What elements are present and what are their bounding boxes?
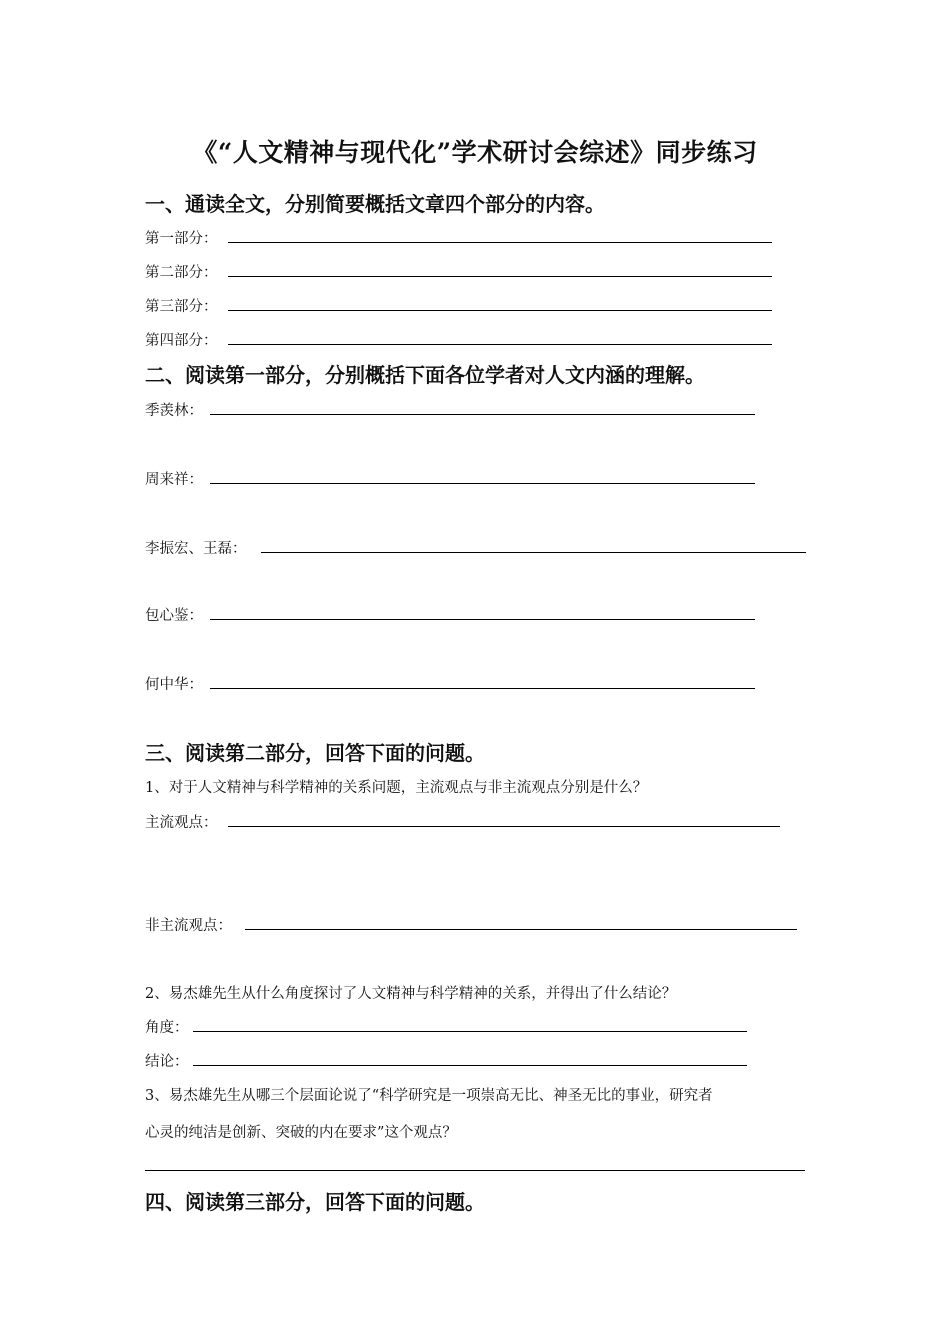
section-2-label-ji-xianlin: 季羡林：	[145, 403, 203, 419]
section-2-label-zhou-laixiang: 周来祥：	[145, 472, 203, 488]
answer-line-nonmain-view[interactable]	[245, 929, 797, 930]
section-3-heading: 三、阅读第二部分，回答下面的问题。	[145, 741, 485, 765]
section-3-question-3-line-1: 3、易杰雄先生从哪三个层面论说了“科学研究是一项崇高无比、神圣无比的事业，研究者	[145, 1088, 713, 1104]
section-3-label-main-view: 主流观点：	[145, 815, 218, 831]
section-3-label-conclusion: 结论：	[145, 1054, 189, 1070]
answer-line-conclusion[interactable]	[193, 1065, 747, 1066]
section-1-label-part2: 第二部分：	[145, 265, 218, 281]
section-4-heading: 四、阅读第三部分，回答下面的问题。	[145, 1190, 485, 1214]
answer-line-question-3[interactable]	[145, 1170, 805, 1171]
answer-line-zhou-laixiang[interactable]	[210, 483, 755, 484]
answer-line-main-view[interactable]	[228, 826, 780, 827]
answer-line-he-zhonghua[interactable]	[210, 688, 755, 689]
section-3-label-angle: 角度：	[145, 1020, 189, 1036]
section-3-question-1: 1、对于人文精神与科学精神的关系问题，主流观点与非主流观点分别是什么？	[145, 780, 648, 796]
section-1-label-part1: 第一部分：	[145, 231, 218, 247]
section-1-label-part3: 第三部分：	[145, 299, 218, 315]
section-3-question-3-line-2: 心灵的纯洁是创新、突破的内在要求”这个观点？	[145, 1125, 457, 1141]
answer-line-li-wang[interactable]	[261, 552, 806, 553]
page-title: 《“人文精神与现代化”学术研讨会综述》同步练习	[192, 138, 758, 167]
section-2-label-bao-xinjian: 包心鉴：	[145, 608, 203, 624]
answer-line-part2[interactable]	[228, 276, 772, 277]
answer-line-angle[interactable]	[193, 1031, 747, 1032]
answer-line-bao-xinjian[interactable]	[210, 619, 755, 620]
answer-line-ji-xianlin[interactable]	[210, 414, 755, 415]
section-3-question-2: 2、易杰雄先生从什么角度探讨了人文精神与科学精神的关系，并得出了什么结论？	[145, 986, 677, 1002]
section-1-heading: 一、通读全文，分别简要概括文章四个部分的内容。	[145, 192, 605, 216]
answer-line-part3[interactable]	[228, 310, 772, 311]
section-2-label-li-wang: 李振宏、王磊：	[145, 541, 247, 557]
answer-line-part1[interactable]	[228, 242, 772, 243]
section-2-label-he-zhonghua: 何中华：	[145, 677, 203, 693]
answer-line-part4[interactable]	[228, 344, 772, 345]
section-1-label-part4: 第四部分：	[145, 333, 218, 349]
section-3-label-nonmain-view: 非主流观点：	[145, 918, 232, 934]
section-2-heading: 二、阅读第一部分，分别概括下面各位学者对人文内涵的理解。	[145, 363, 705, 387]
